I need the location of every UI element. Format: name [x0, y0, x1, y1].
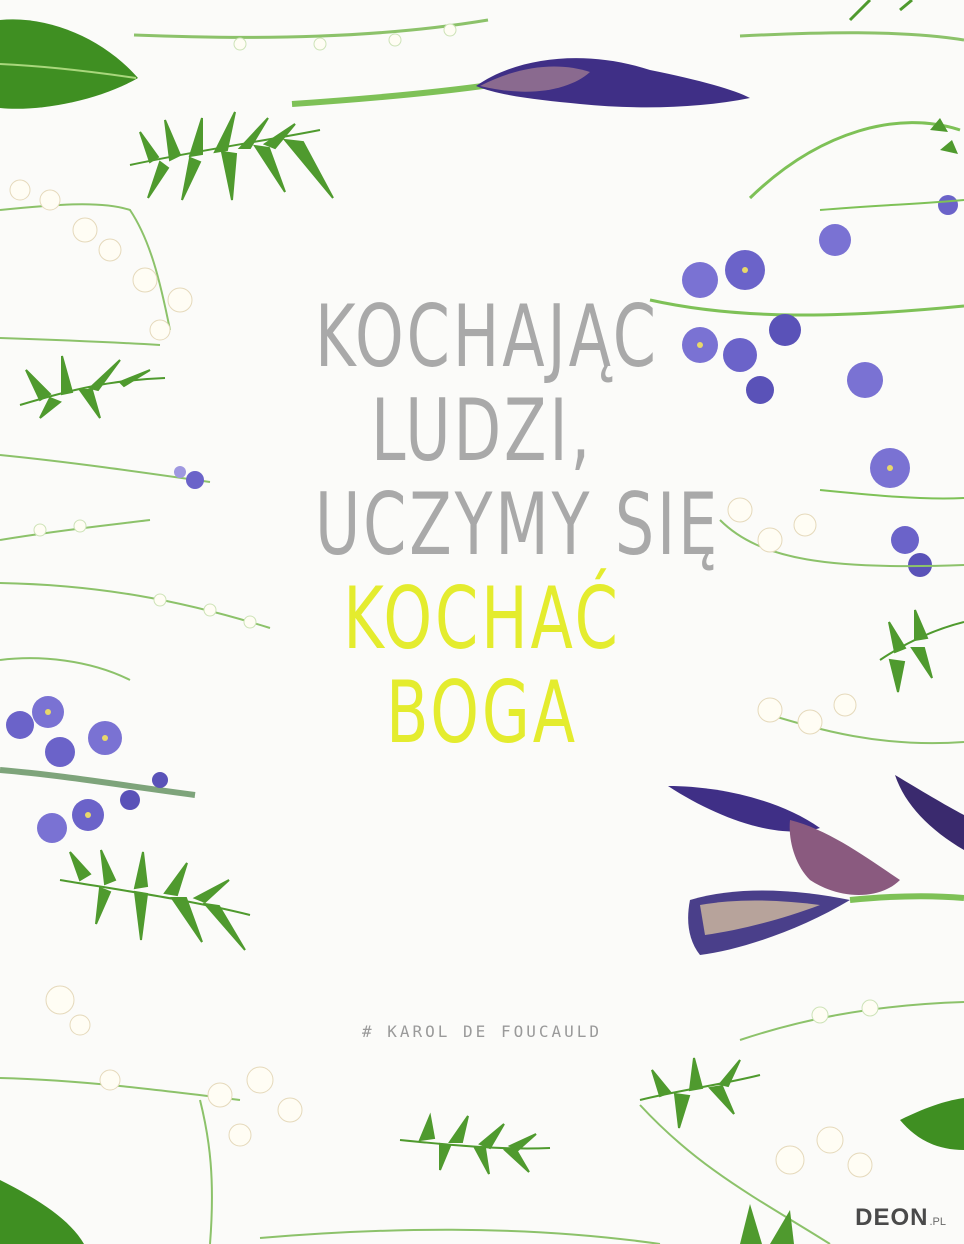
- logo-wordmark: DEON: [855, 1204, 929, 1231]
- iris-flowers-right: [668, 775, 964, 955]
- white-bells-right: [720, 498, 964, 743]
- quote: [250, 287, 721, 763]
- violet-cluster-left: [0, 696, 195, 843]
- fern-sprig-left-lower: [60, 850, 250, 950]
- fern-sprig-left-mid: [20, 356, 165, 418]
- quote-line-4: KOCHAĆ: [343, 569, 621, 669]
- white-bells-left: [0, 180, 192, 345]
- fern-sprig-right-mid: [880, 610, 964, 692]
- deon-logo: [855, 1204, 946, 1232]
- logo-domain: .PL: [929, 1216, 946, 1228]
- fern-sprig-bottom-center: [260, 1116, 660, 1244]
- iris-bud-top: [292, 58, 750, 107]
- lily-stem-top: [134, 20, 488, 50]
- stems-left-mid: [0, 455, 270, 680]
- quote-line-3: UCZYMY SIĘ: [314, 475, 721, 575]
- author-attribution: # KAROL DE FOUCAULD: [361, 1022, 603, 1041]
- leaf-top-left: [0, 19, 138, 108]
- fern-sprig-top-left: [130, 112, 333, 200]
- quote-line-5: BOGA: [386, 663, 578, 763]
- quote-line-2: LUDZI,: [370, 381, 594, 481]
- stems-top-right: [740, 0, 964, 198]
- quote-line-1: KOCHAJĄC: [314, 287, 659, 387]
